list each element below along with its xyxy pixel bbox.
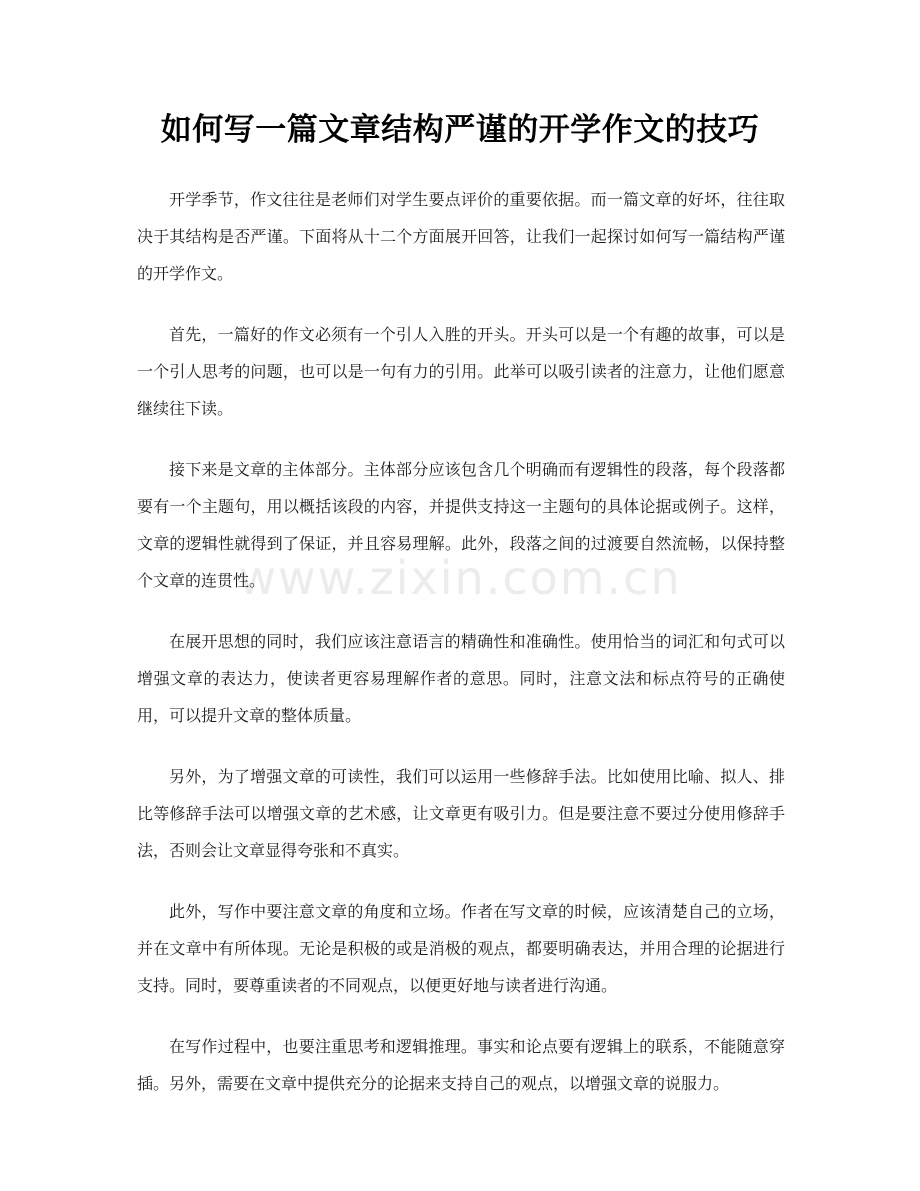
paragraph-5: 另外，为了增强文章的可读性，我们可以运用一些修辞手法。比如使用比喻、拟人、排比等修辞手法可以增强文章的艺术感，让文章更有吸引力。但是要注意不要过分使用修辞手法，否则会让文章显得夸张和不真实。 (137, 767, 785, 860)
document-body (137, 181, 785, 1126)
paragraph-3: 接下来是文章的主体部分。主体部分应该包含几个明确而有逻辑性的段落，每个段落都要有一个主题句，用以概括该段的内容，并提供支持这一主题句的具体论据或例子。这样，文章的逻辑性就得到了保证，并且容易理解。此外，段落之间的过渡要自然流畅，以保持整个文章的连贯性。 (137, 460, 785, 590)
paragraph-4: 在展开思想的同时，我们应该注意语言的精确性和准确性。使用恰当的词汇和句式可以增强文章的表达力，使读者更容易理解作者的意思。同时，注意文法和标点符号的正确使用，可以提升文章的整体质量。 (137, 632, 785, 725)
paragraph-1: 开学季节，作文往往是老师们对学生要点评价的重要依据。而一篇文章的好坏，往往取决于其结构是否严谨。下面将从十二个方面展开回答，让我们一起探讨如何写一篇结构严谨的开学作文。 (137, 190, 785, 283)
watermark: www.zixin.com.cn (238, 551, 682, 605)
paragraph-2: 首先，一篇好的作文必须有一个引人入胜的开头。开头可以是一个有趣的故事，可以是一个引人思考的问题，也可以是一句有力的引用。此举可以吸引读者的注意力，让他们愿意继续往下读。 (137, 325, 785, 418)
paragraph-7: 在写作过程中，也要注重思考和逻辑推理。事实和论点要有逻辑上的联系，不能随意穿插。另外，需要在文章中提供充分的论据来支持自己的观点，以增强文章的说服力。 (137, 1037, 785, 1093)
document-title: 如何写一篇文章结构严谨的开学作文的技巧 (160, 112, 760, 148)
paragraph-6: 此外，写作中要注意文章的角度和立场。作者在写文章的时候，应该清楚自己的立场，并在文章中有所体现。无论是积极的或是消极的观点，都要明确表达，并用合理的论据进行支持。同时，要尊重读者的不同观点，以便更好地与读者进行沟通。 (137, 902, 785, 995)
